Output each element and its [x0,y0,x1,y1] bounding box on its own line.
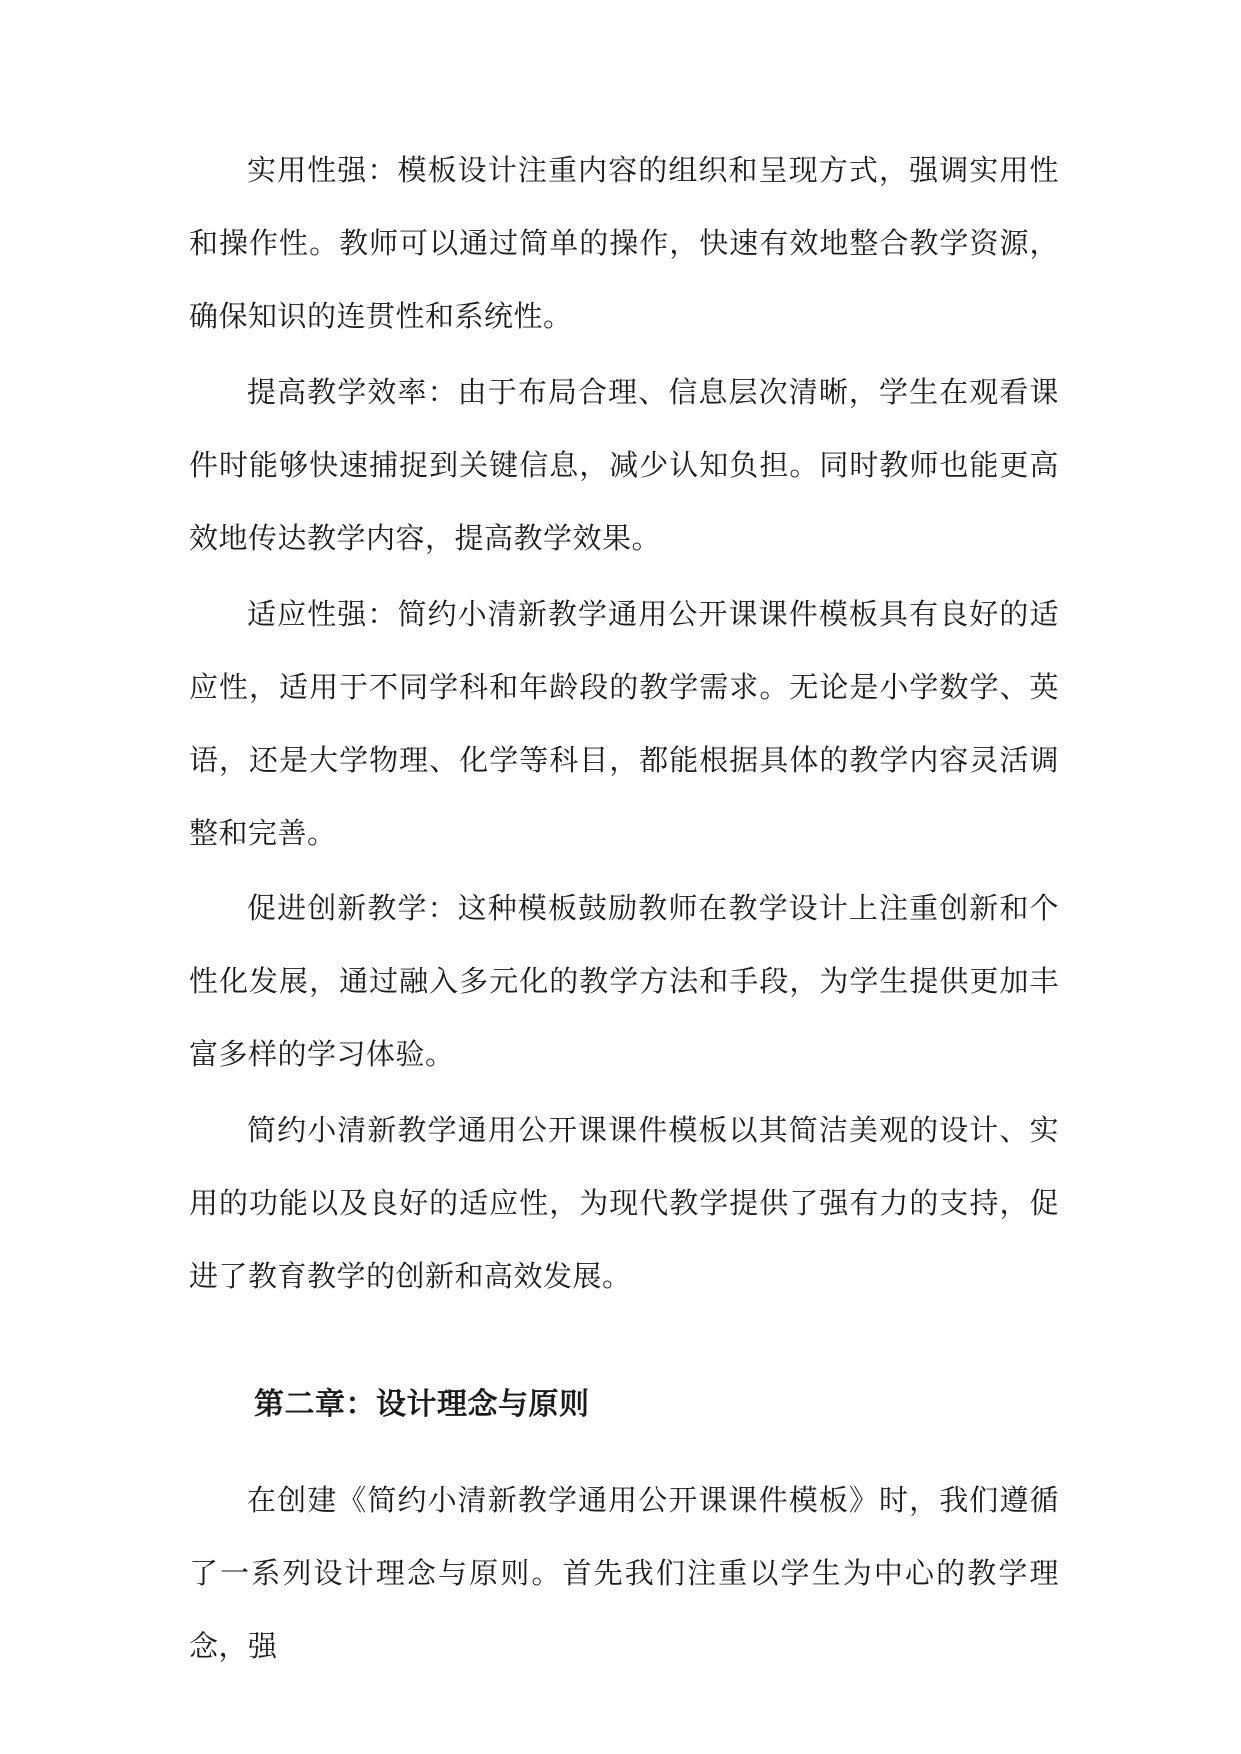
paragraph-summary: 简约小清新教学通用公开课课件模板以其简洁美观的设计、实用的功能以及良好的适应性，为现代教学提供了强有力的支持，促进了教育教学的创新和高效发展。 [189,1113,1059,1293]
chapter-heading: 第二章：设计理念与原则 [254,1387,590,1422]
paragraph-adaptability: 适应性强：简约小清新教学通用公开课课件模板具有良好的适应性，适用于不同学科和年龄段的教学需求。无论是小学数学、英语，还是大学物理、化学等科目，都能根据具体的教学内容灵活调整和完善。 [189,597,1059,850]
paragraph-innovation: 促进创新教学：这种模板鼓励教师在教学设计上注重创新和个性化发展，通过融入多元化的教学方法和手段，为学生提供更加丰富多样的学习体验。 [189,891,1059,1071]
paragraph-chapter-intro: 在创建《简约小清新教学通用公开课课件模板》时，我们遵循了一系列设计理念与原则。首先我们注重以学生为中心的教学理念，强 [189,1483,1059,1663]
paragraph-efficiency: 提高教学效率：由于布局合理、信息层次清晰，学生在观看课件时能够快速捕捉到关键信息，减少认知负担。同时教师也能更高效地传达教学内容，提高教学效果。 [189,375,1059,555]
paragraph-practicality: 实用性强：模板设计注重内容的组织和呈现方式，强调实用性和操作性。教师可以通过简单的操作，快速有效地整合教学资源，确保知识的连贯性和系统性。 [189,153,1059,333]
